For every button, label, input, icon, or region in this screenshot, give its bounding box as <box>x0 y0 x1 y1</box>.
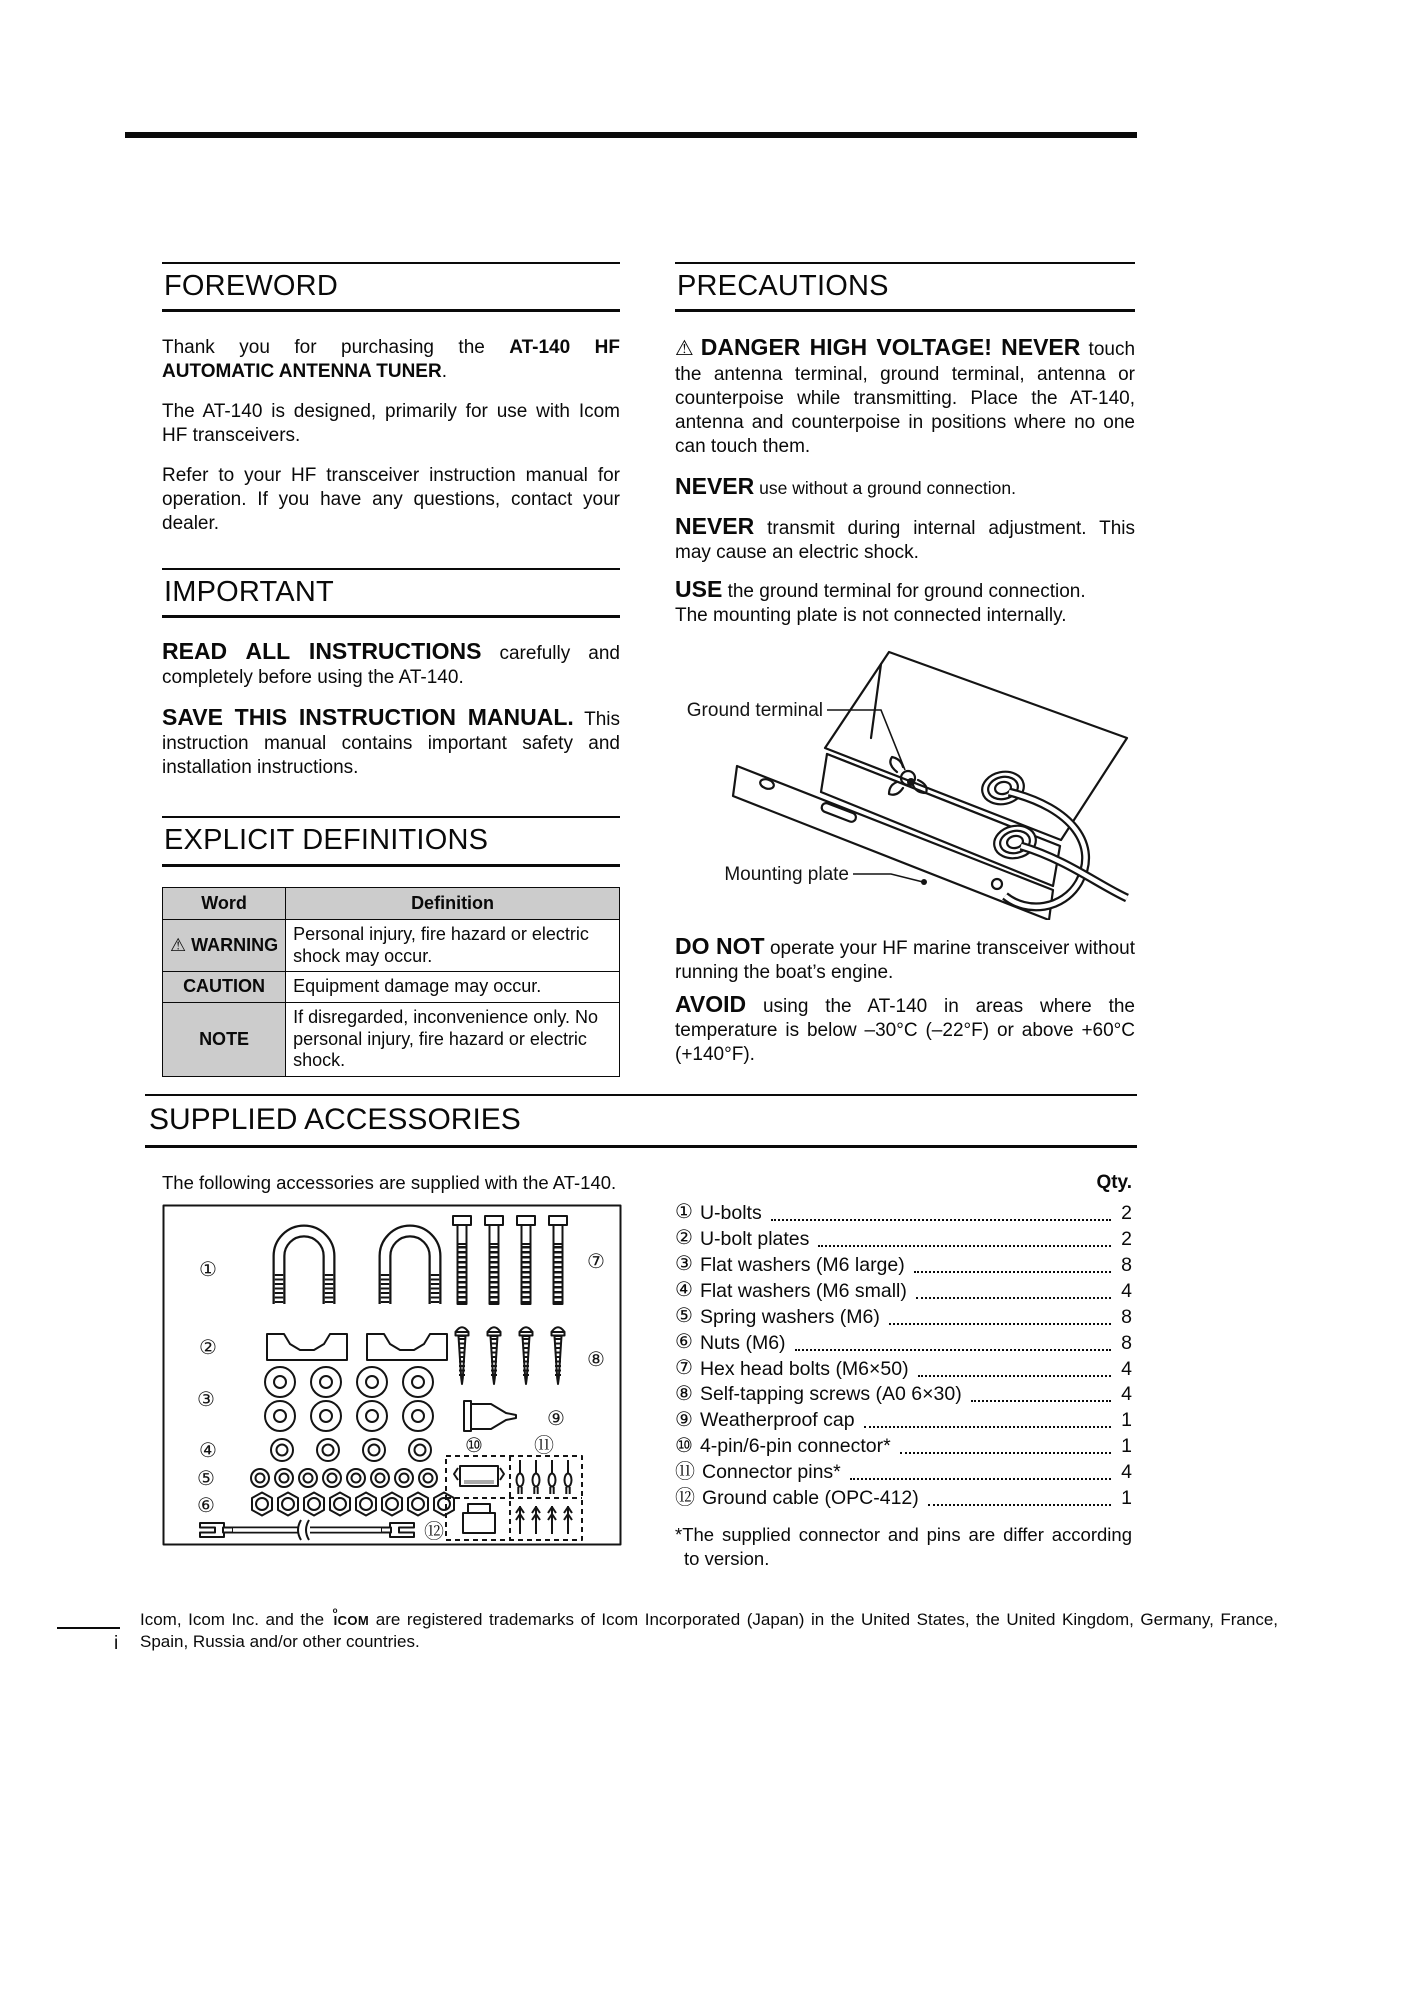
accessories-intro: The following accessories are supplied with the AT-140. <box>162 1172 617 1193</box>
definition-text: If disregarded, inconvenience only. No personal injury, fire hazard or electric shock. <box>286 1002 620 1076</box>
accessories-diagram <box>162 1204 620 1551</box>
important-paragraph-1 <box>162 640 620 690</box>
definitions-table <box>162 887 620 1077</box>
item-number: ⑦ <box>675 1356 693 1379</box>
item-name: Weatherproof cap <box>699 1409 855 1432</box>
ground-terminal-figure <box>675 640 1135 925</box>
lead-word: USE <box>675 576 723 603</box>
dotted-leader <box>864 1426 1111 1428</box>
definitions-table-header-word: Word <box>163 887 286 920</box>
definition-word-note: NOTE <box>163 1002 286 1076</box>
diagram-label-2: ② <box>199 1337 217 1360</box>
diagram-label-9: ⑨ <box>547 1408 565 1431</box>
item-number: ⑪ <box>675 1460 695 1483</box>
list-item <box>675 1487 1132 1511</box>
text-run-bold: AT-140 HF AUTOMATIC ANTENNA TUNER <box>162 337 620 383</box>
text-run: use without a ground connection. <box>754 477 1016 498</box>
page-number-rule <box>57 1627 120 1629</box>
item-number: ⑩ <box>675 1434 693 1457</box>
tuner-illustration <box>675 640 1135 920</box>
dotted-leader <box>971 1400 1111 1402</box>
item-qty: 8 <box>1121 1305 1132 1328</box>
dotted-leader <box>916 1297 1111 1299</box>
list-item <box>675 1409 1132 1433</box>
lead-word: SAVE THIS INSTRUCTION MANUAL. <box>162 704 574 731</box>
lead-word: AVOID <box>675 991 747 1018</box>
item-qty: 4 <box>1121 1279 1132 1302</box>
dotted-leader <box>900 1452 1111 1454</box>
diagram-label-10: ⑩ <box>465 1435 483 1458</box>
important-title: IMPORTANT <box>162 568 620 618</box>
list-item <box>675 1227 1132 1251</box>
item-name: Nuts (M6) <box>699 1331 786 1354</box>
table-row <box>163 972 620 1003</box>
text-run: are registered trademarks of Icom Incorporated (Japan) in the United States, the United Kingdom, Germany, France, Spain, Russia and/or other countries. <box>140 1610 1278 1652</box>
item-qty: 4 <box>1121 1383 1132 1406</box>
lead-word: READ ALL INSTRUCTIONS <box>162 638 482 665</box>
list-item <box>675 1253 1132 1277</box>
left-column <box>162 248 620 1077</box>
dotted-leader <box>889 1323 1111 1325</box>
foreword-paragraph-3: Refer to your HF transceiver instruction manual for operation. If you have any questions, contact your dealer. <box>162 465 620 535</box>
right-column <box>675 248 1135 1067</box>
important-paragraph-2 <box>162 706 620 780</box>
diagram-label-5: ⑤ <box>197 1468 215 1491</box>
text-run: . <box>441 361 447 383</box>
item-name: Flat washers (M6 small) <box>699 1279 907 1302</box>
warning-triangle-icon: ⚠ <box>675 337 697 361</box>
item-qty: 8 <box>1121 1331 1132 1354</box>
page-number: i <box>114 1633 119 1654</box>
item-qty: 4 <box>1121 1461 1132 1484</box>
diagram-label-4: ④ <box>199 1440 217 1463</box>
text-run: This instruction manual contains important safety and installation instructions. <box>162 709 620 779</box>
dotted-leader <box>771 1219 1111 1221</box>
diagram-label-8: ⑧ <box>587 1349 605 1372</box>
item-number: ⑨ <box>675 1408 693 1431</box>
text-run: operate your HF marine transceiver without running the boat’s engine. <box>675 938 1135 984</box>
figure-label-mounting-plate: Mounting plate <box>724 864 849 886</box>
list-item <box>675 1305 1132 1329</box>
dotted-leader <box>850 1478 1111 1480</box>
item-number: ① <box>675 1201 693 1223</box>
precautions-title: PRECAUTIONS <box>675 262 1135 312</box>
item-qty: 2 <box>1121 1227 1132 1250</box>
diagram-label-1: ① <box>199 1259 217 1282</box>
item-name: Ground cable (OPC-412) <box>702 1487 919 1510</box>
item-number: ⑤ <box>675 1304 693 1327</box>
item-name: Flat washers (M6 large) <box>699 1253 905 1276</box>
list-item <box>675 1201 1132 1225</box>
icom-logo: o ICOM <box>331 1613 370 1628</box>
item-name: U-bolts <box>699 1201 762 1224</box>
text-run: the ground terminal for ground connection. <box>722 581 1086 603</box>
foreword-paragraph-1 <box>162 336 620 384</box>
item-qty: 2 <box>1121 1201 1132 1224</box>
item-name: Self-tapping screws (A0 6×30) <box>699 1383 962 1406</box>
diagram-label-6: ⑥ <box>197 1495 215 1518</box>
item-number: ⑥ <box>675 1330 693 1353</box>
supplied-accessories-section <box>145 1094 1137 1569</box>
text-run: touch the antenna terminal, ground terminal, antenna or counterpoise while transmitting. Place the AT-140, antenna and counterpoise in positions where no one can touch them. <box>675 339 1136 457</box>
item-name: Hex head bolts (M6×50) <box>699 1357 909 1380</box>
definition-word-caution: CAUTION <box>163 972 286 1003</box>
table-row <box>163 920 620 972</box>
never-paragraph-2 <box>675 512 1135 565</box>
diagram-label-3: ③ <box>197 1389 215 1412</box>
dotted-leader <box>918 1375 1111 1377</box>
foreword-title: FOREWORD <box>162 262 620 312</box>
accessories-figure-block <box>162 1172 620 1551</box>
diagram-label-12: ⑫ <box>424 1521 444 1544</box>
table-row <box>163 1002 620 1076</box>
item-number: ③ <box>675 1252 693 1275</box>
item-name: Spring washers (M6) <box>699 1305 880 1328</box>
definition-text: Personal injury, fire hazard or electric shock may occur. <box>286 920 620 972</box>
lead-word: DANGER HIGH VOLTAGE! NEVER <box>700 334 1081 361</box>
avoid-paragraph <box>675 993 1135 1067</box>
definition-text: Equipment damage may occur. <box>286 972 620 1003</box>
dotted-leader <box>818 1245 1111 1247</box>
list-item <box>675 1279 1132 1303</box>
qty-header: Qty. <box>1096 1172 1132 1193</box>
list-item <box>675 1383 1132 1407</box>
danger-paragraph <box>675 336 1135 458</box>
list-item <box>675 1461 1132 1485</box>
item-number: ⑧ <box>675 1382 693 1405</box>
definitions-table-header-row <box>163 887 620 920</box>
item-name: 4-pin/6-pin connector* <box>699 1435 891 1458</box>
accessories-illustration <box>162 1204 622 1546</box>
item-number: ④ <box>675 1278 693 1301</box>
text-run: Icom, Icom Inc. and the <box>140 1610 331 1629</box>
accessories-footnote: *The supplied connector and pins are differ according to version. <box>675 1524 1132 1569</box>
text-run: transmit during internal adjustment. This may cause an electric shock. <box>675 517 1135 563</box>
never-paragraph-1 <box>675 472 1135 501</box>
text-run: Thank you for purchasing the <box>162 337 510 359</box>
lead-word: NEVER <box>675 472 755 499</box>
item-name: Connector pins* <box>702 1461 841 1484</box>
diagram-label-11: ⑪ <box>534 1435 554 1458</box>
item-qty: 4 <box>1121 1357 1132 1380</box>
lead-word: DO NOT <box>675 933 765 960</box>
item-qty: 1 <box>1121 1487 1132 1510</box>
list-item <box>675 1331 1132 1355</box>
definitions-table-header-definition: Definition <box>286 887 620 920</box>
item-qty: 1 <box>1121 1435 1132 1458</box>
top-rule <box>125 132 1137 138</box>
item-qty: 8 <box>1121 1253 1132 1276</box>
list-item <box>675 1435 1132 1459</box>
trademark-note <box>140 1609 1278 1654</box>
definition-word-warning: ⚠ WARNING <box>163 920 286 972</box>
item-number: ② <box>675 1226 693 1249</box>
item-number: ⑫ <box>675 1486 695 1509</box>
text-run: using the AT-140 in areas where the temperature is below –30°C (–22°F) or above +60°C (+140°F). <box>675 996 1135 1066</box>
dotted-leader <box>795 1349 1111 1351</box>
dotted-leader <box>914 1271 1111 1273</box>
item-name: U-bolt plates <box>699 1227 810 1250</box>
diagram-label-7: ⑦ <box>587 1251 605 1274</box>
text-run: carefully and completely before using the AT-140. <box>162 643 620 689</box>
use-paragraph <box>675 578 1135 628</box>
accessories-list-block <box>675 1172 1132 1588</box>
dotted-leader <box>928 1504 1111 1506</box>
item-qty: 1 <box>1121 1409 1132 1432</box>
text-run: The mounting plate is not connected internally. <box>675 605 1067 627</box>
figure-label-ground-terminal: Ground terminal <box>686 700 823 722</box>
lead-word: NEVER <box>675 512 755 539</box>
supplied-accessories-title: SUPPLIED ACCESSORIES <box>145 1094 1137 1148</box>
foreword-paragraph-2: The AT-140 is designed, primarily for use with Icom HF transceivers. <box>162 401 620 447</box>
donot-paragraph <box>675 935 1135 985</box>
list-item <box>675 1357 1132 1381</box>
explicit-definitions-title: EXPLICIT DEFINITIONS <box>162 816 620 866</box>
